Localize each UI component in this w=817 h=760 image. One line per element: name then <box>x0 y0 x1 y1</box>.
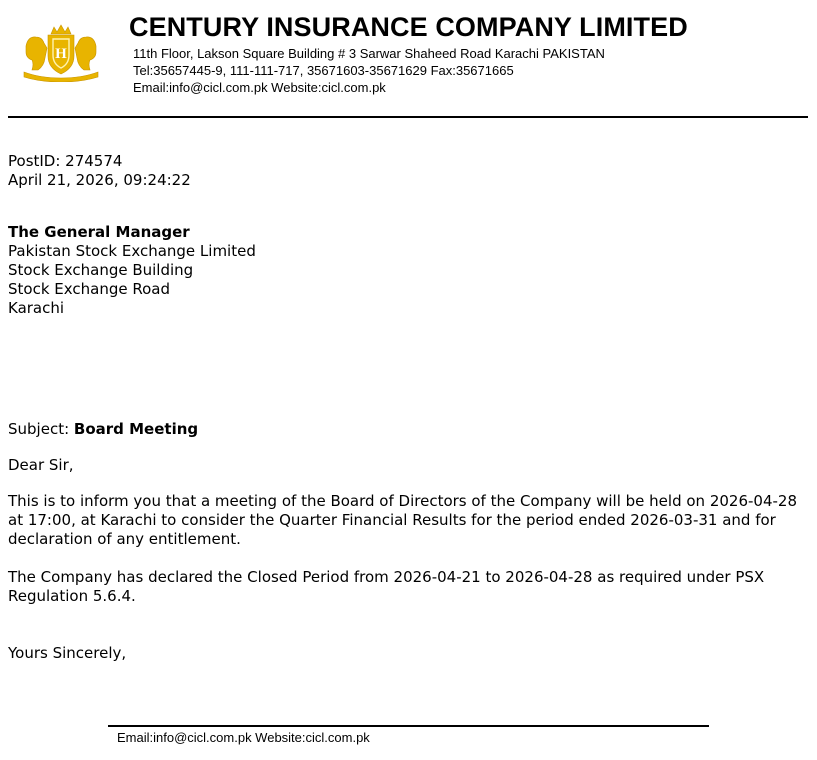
company-email-website: Email:info@cicl.com.pk Website:cicl.com.pk <box>133 80 386 95</box>
company-phone: Tel:35657445-9, 111-111-717, 35671603-35671629 Fax:35671665 <box>133 63 514 78</box>
svg-text:H: H <box>55 46 67 62</box>
recipient-title: The General Manager <box>8 223 190 241</box>
footer-email-website: Email:info@cicl.com.pk Website:cicl.com.pk <box>117 730 370 745</box>
company-address: 11th Floor, Lakson Square Building # 3 Sarwar Shaheed Road Karachi PAKISTAN <box>133 46 605 61</box>
recipient-line-3: Stock Exchange Road <box>8 280 170 298</box>
recipient-line-1: Pakistan Stock Exchange Limited <box>8 242 256 260</box>
subject-value: Board Meeting <box>73 420 199 438</box>
company-name: CENTURY INSURANCE COMPANY LIMITED <box>129 12 688 42</box>
salutation: Dear Sir, <box>8 456 74 474</box>
header-divider <box>8 116 808 118</box>
crest-logo-icon <box>20 24 102 82</box>
subject-label: Subject: <box>8 420 74 438</box>
footer-divider <box>108 725 709 727</box>
post-datetime: April 21, 2026, 09:24:22 <box>8 171 191 189</box>
body-paragraph-1: This is to inform you that a meeting of the Board of Directors of the Company will be held on 2026-04-28 at 17:00, at Karachi to consider the Quarter Financial Results for the period ended 2026-03-31 and for declaration of any entitlement. <box>8 492 797 548</box>
post-id: PostID: 274574 <box>8 152 123 170</box>
recipient-line-2: Stock Exchange Building <box>8 261 194 279</box>
recipient-line-4: Karachi <box>8 299 65 317</box>
subject-line <box>8 420 198 439</box>
closing: Yours Sincerely, <box>8 644 127 662</box>
body-paragraph-2: The Company has declared the Closed Period from 2026-04-21 to 2026-04-28 as required under PSX Regulation 5.6.4. <box>8 568 765 605</box>
